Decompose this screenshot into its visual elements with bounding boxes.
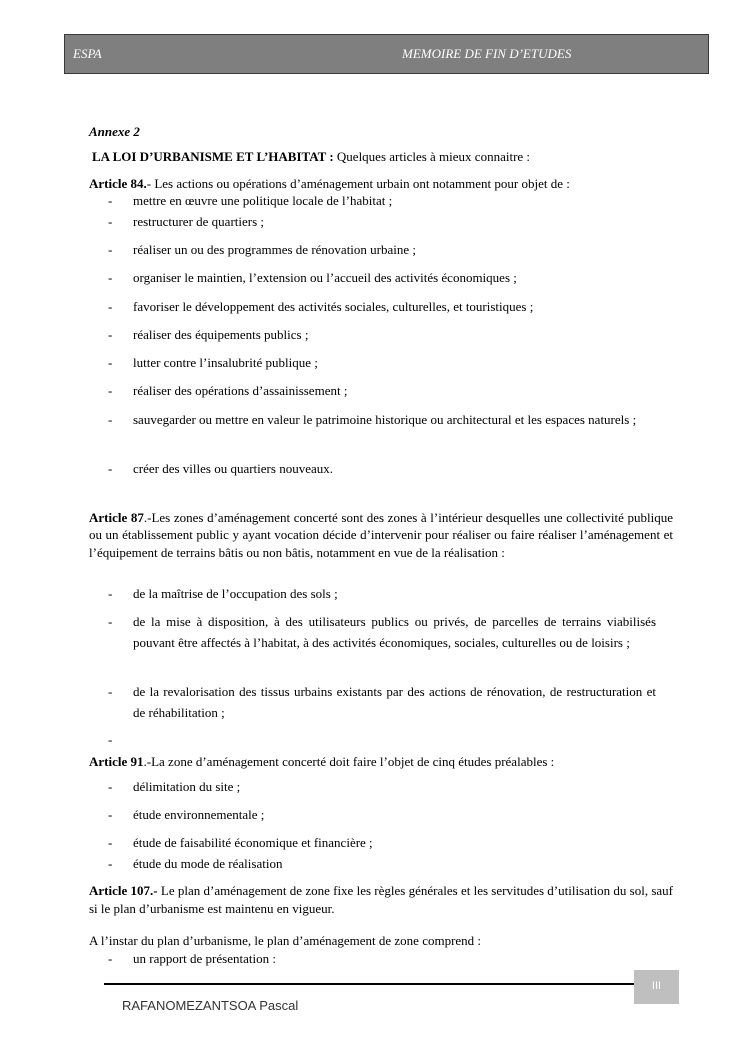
law-title: LA LOI D’URBANISME ET L’HABITAT : [92,149,334,164]
law-subtitle: Quelques articles à mieux connaitre : [333,149,531,164]
article-107-paragraph [89,882,673,917]
list-item: - étude environnementale ; [108,807,265,822]
list-item: - sauvegarder ou mettre en valeur le patrimoine historique ou architectural et les espaces naturels ; [108,412,637,427]
list-item: - restructurer de quartiers ; [108,214,265,229]
list-item: - étude de faisabilité économique et financière ; [108,835,373,850]
header-school: ESPA [73,46,102,61]
article-84-label: Article 84. [89,176,147,191]
closing-paragraph: A l’instar du plan d’urbanisme, le plan d’aménagement de zone comprend : [89,933,482,948]
article-107-label: Article 107.- [89,883,158,898]
list-item: - délimitation du site ; [108,779,241,794]
article-87-intro: .-Les zones d’aménagement concerté sont des zones à l’intérieur desquelles une collectivité publique ou un établissement public y ayant vocation décide d’intervenir pour réaliser ou faire réaliser l’aménagement et l’équipement de terrains bâtis ou non bâtis, notamment en vue de la réalisation : [89,510,673,560]
list-item: - réaliser des opérations d’assainissement ; [108,383,348,398]
article-87-label: Article 87 [89,510,144,525]
page-header [64,34,709,74]
footer-divider [104,983,635,985]
annex-title: Annexe 2 [89,124,140,139]
list-item: - favoriser le développement des activités sociales, culturelles, et touristiques ; [108,299,534,314]
page-number: III [651,980,662,992]
article-91-intro: .-La zone d’aménagement concerté doit faire l’objet de cinq études préalables : [143,754,555,769]
list-item: - un rapport de présentation : [108,951,276,966]
list-item: - de la mise à disposition, à des utilisateurs publics ou privés, de parcelles de terrains viabilisés pouvant être affectés à l’habitat, à des activités économiques, sociales, culturelles ou de loisirs ; [108,614,656,650]
list-item: - de la revalorisation des tissus urbains existants par des actions de rénovation, de restructuration et de réhabilitation ; [108,684,656,720]
list-item: - organiser le maintien, l’extension ou l’accueil des activités économiques ; [108,270,517,285]
footer-author: RAFANOMEZANTSOA Pascal [122,998,299,1013]
law-heading [92,149,676,165]
list-item: - étude du mode de réalisation [108,856,283,871]
list-item: - créer des villes ou quartiers nouveaux. [108,461,333,476]
article-91-label: Article 91 [89,754,144,769]
list-item: - réaliser un ou des programmes de rénovation urbaine ; [108,242,417,257]
article-91-heading [89,754,673,770]
list-item: - réaliser des équipements publics ; [108,327,309,342]
article-107-intro: Le plan d’aménagement de zone fixe les règles générales et les servitudes d’utilisation du sol, sauf si le plan d’urbanisme est maintenu en vigueur. [89,883,673,916]
list-item: - mettre en œuvre une politique locale de l’habitat ; [108,193,393,208]
article-87-paragraph [89,509,673,561]
article-84-intro: - Les actions ou opérations d’aménagement urbain ont notamment pour objet de : [146,176,570,191]
header-document-type: MEMOIRE DE FIN D’ETUDES [402,46,572,61]
list-item: - de la maîtrise de l’occupation des sols ; [108,586,338,601]
list-item: - lutter contre l’insalubrité publique ; [108,355,318,370]
page-number-box [634,970,679,1004]
